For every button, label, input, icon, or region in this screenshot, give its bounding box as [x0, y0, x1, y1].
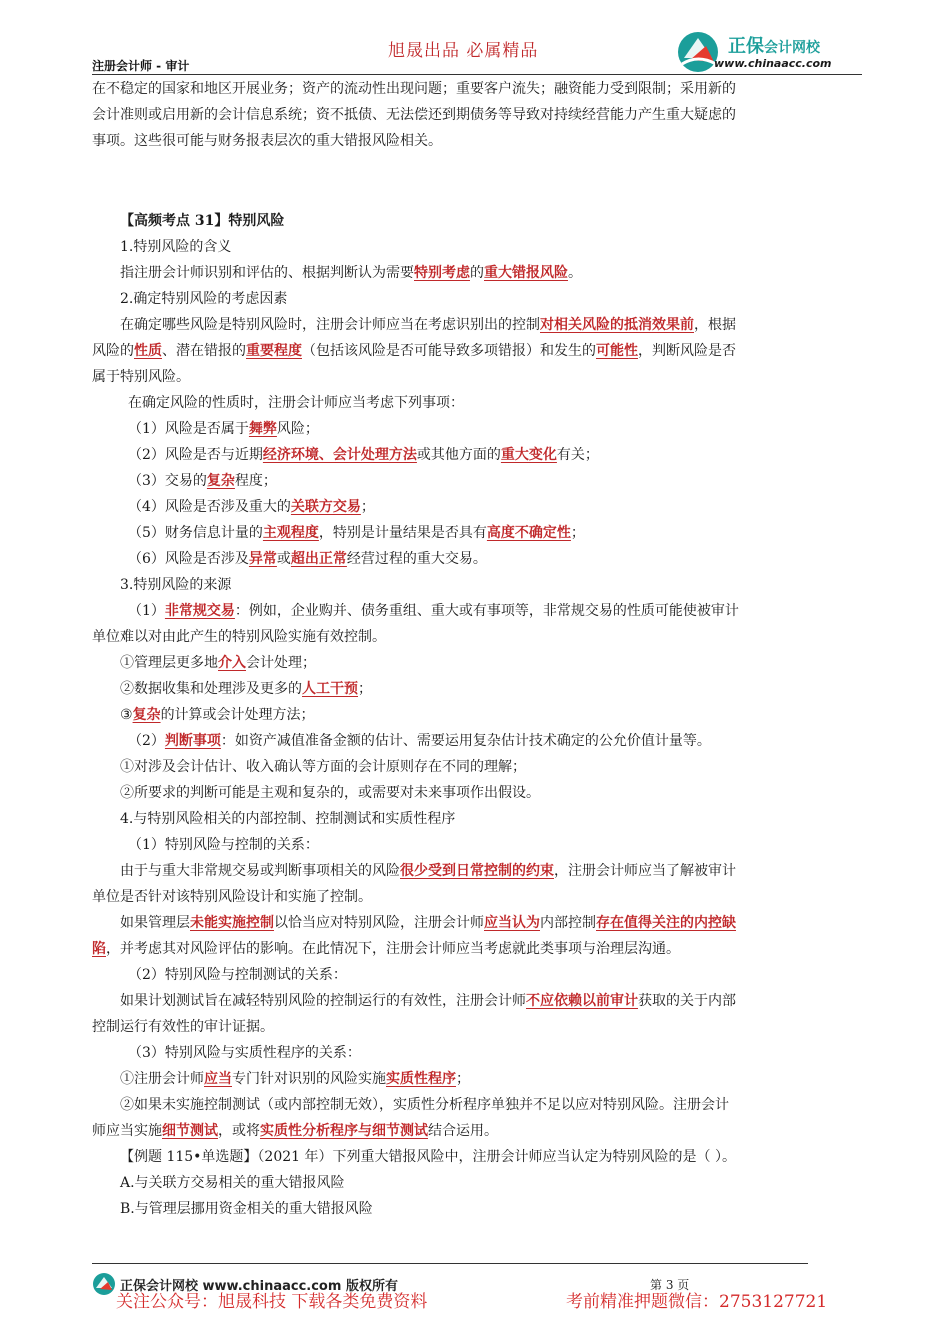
highlight: 可能性 [596, 343, 638, 359]
paragraph-line: 在确定哪些风险是特别风险时，注册会计师应当在考虑识别出的控制对相关风险的抵消效果前，根据 [120, 317, 736, 333]
highlight: 关联方交易 [290, 499, 361, 515]
list-item: ①管理层更多地介入会计处理； [120, 655, 316, 671]
list-item: （1）风险是否属于舞弊风险； [128, 421, 319, 437]
highlight: 特别考虑 [414, 265, 470, 281]
paragraph-line: 如果管理层未能实施控制以恰当应对特别风险，注册会计师应当认为内部控制存在值得关注的内控缺 [120, 915, 736, 931]
highlight: 对相关风险的抵消效果前 [540, 317, 694, 333]
highlight: 未能实施控制 [190, 915, 274, 931]
definition-line: 指注册会计师识别和评估的、根据判断认为需要特别考虑的重大错报风险。 [120, 265, 582, 281]
highlight: 陷 [92, 941, 106, 957]
page-content [92, 76, 862, 1222]
footer-copyright: 正保会计网校 www.chinaacc.com 版权所有 [120, 1279, 398, 1294]
highlight: 舞弊 [248, 421, 277, 437]
highlight: 人工干预 [302, 681, 358, 697]
footer-divider [92, 1263, 808, 1264]
highlight: 异常 [248, 551, 277, 567]
list-item: ②数据收集和处理涉及更多的人工干预； [120, 681, 372, 697]
highlight: 很少受到日常控制的约束 [400, 863, 554, 879]
list-item: （5）财务信息计量的主观程度，特别是计量结果是否具有高度不确定性； [128, 525, 585, 541]
paragraph-line: 单位难以对由此产生的特别风险实施有效控制。 [92, 629, 386, 645]
subsection-heading: （3）特别风险与实质性程序的关系： [128, 1045, 361, 1061]
intro-line: 在不稳定的国家和地区开展业务；资产的流动性出现问题；重要客户流失；融资能力受到限制；采用新的 [92, 81, 736, 97]
paragraph-line: （2）判断事项：如资产减值准备金额的估计、需要运用复杂估计技术确定的公允价值计量等。 [128, 733, 711, 749]
list-item: （3）交易的复杂程度； [128, 473, 277, 489]
logo-brand-main: 正保 [728, 36, 764, 57]
highlight: 超出正常 [290, 551, 347, 567]
list-item: ②所要求的判断可能是主观和复杂的，或需要对未来事项作出假设。 [120, 785, 540, 801]
highlight: 性质 [134, 343, 162, 359]
footer-logo-icon [92, 1272, 116, 1296]
document-title: 注册会计师 - 审计 [92, 59, 190, 73]
list-item: ①注册会计师应当专门针对识别的风险实施实质性程序； [120, 1071, 470, 1087]
page-number: 第 3 页 [650, 1278, 690, 1292]
highlight: 应当认为 [484, 915, 540, 931]
highlight: 细节测试 [162, 1123, 218, 1139]
list-item: （2）风险是否与近期经济环境、会计处理方法或其他方面的重大变化有关； [128, 447, 599, 463]
subsection-heading: （2）特别风险与控制测试的关系： [128, 967, 347, 983]
highlight: 高度不确定性 [486, 525, 571, 541]
paragraph-line: 在确定风险的性质时，注册会计师应当考虑下列事项： [128, 395, 464, 411]
paragraph-line: 控制运行有效性的审计证据。 [92, 1019, 274, 1035]
chinaacc-logo [676, 28, 866, 76]
highlight: 重大变化 [500, 447, 557, 463]
list-item: ②如果未实施控制测试（或内部控制无效），实质性分析程序单独并不足以应对特别风险。注册会计 [120, 1097, 729, 1113]
paragraph-line: 陷，并考虑其对风险评估的影响。在此情况下，注册会计师应当考虑就此类事项与治理层沟通。 [92, 941, 680, 957]
list-item: ①对涉及会计估计、收入确认等方面的会计原则存在不同的理解； [120, 759, 526, 775]
highlight: 应当 [204, 1071, 232, 1087]
paragraph-line: 师应当实施细节测试，或将实质性分析程序与细节测试结合运用。 [92, 1123, 498, 1139]
logo-brand-text [728, 32, 820, 58]
example-option-b: B.与管理层挪用资金相关的重大错报风险 [120, 1201, 373, 1217]
paragraph-line: 风险的性质、潜在错报的重要程度（包括该风险是否可能导致多项错报）和发生的可能性，判断风险是否 [92, 343, 736, 359]
list-item: ③复杂的计算或会计处理方法； [120, 707, 315, 723]
list-item: （6）风险是否涉及异常或超出正常经营过程的重大交易。 [128, 551, 487, 567]
highlight: 实质性程序 [386, 1071, 456, 1087]
highlight: 重大错报风险 [484, 265, 568, 281]
highlight: 实质性分析程序与细节测试 [260, 1123, 428, 1139]
highlight: 非常规交易 [164, 603, 235, 619]
highlight: 存在值得关注的内控缺 [596, 915, 736, 931]
logo-brand-sub: 会计网校 [764, 40, 820, 56]
intro-line: 事项。这些很可能与财务报表层次的重大错报风险相关。 [92, 133, 442, 149]
highlight: 重要程度 [246, 343, 302, 359]
highlight: 不应依赖以前审计 [526, 993, 638, 1009]
example-question: 【例题 115•单选题】（2021 年）下列重大错报风险中，注册会计师应当认定为特别风险的是（ ）。 [120, 1149, 736, 1165]
paragraph-line: 单位是否针对该特别风险设计和实施了控制。 [92, 889, 372, 905]
topic-title: 【高频考点 31】特别风险 [120, 213, 285, 229]
section-heading: 2.确定特别风险的考虑因素 [120, 291, 288, 307]
logo-url: www.chinaacc.com [714, 57, 832, 70]
header-slogan: 旭晟出品 必属精品 [388, 41, 539, 61]
paragraph-line: 属于特别风险。 [92, 369, 190, 385]
paragraph-line: （1）非常规交易：例如，企业购并、债务重组、重大或有事项等，非常规交易的性质可能使被审计 [128, 603, 739, 619]
promo-wechat-account: 关注公众号：旭晟科技 下载各类免费资料 [116, 1292, 428, 1312]
highlight: 复杂 [132, 707, 161, 723]
promo-wechat-contact: 考前精准押题微信：2753127721 [566, 1292, 828, 1312]
section-heading: 4.与特别风险相关的内部控制、控制测试和实质性程序 [120, 811, 456, 827]
highlight: 复杂 [206, 473, 235, 489]
paragraph-line: 如果计划测试旨在减轻特别风险的控制运行的有效性，注册会计师不应依赖以前审计获取的关于内部 [120, 993, 736, 1009]
subsection-heading: （1）特别风险与控制的关系： [128, 837, 319, 853]
section-heading: 1.特别风险的含义 [120, 239, 232, 255]
highlight: 经济环境、会计处理方法 [262, 447, 417, 463]
section-heading: 3.特别风险的来源 [120, 577, 232, 593]
example-option-a: A.与关联方交易相关的重大错报风险 [120, 1175, 345, 1191]
highlight: 主观程度 [262, 525, 319, 541]
highlight: 判断事项 [164, 733, 221, 749]
list-item: （4）风险是否涉及重大的关联方交易； [128, 499, 375, 515]
highlight: 介入 [218, 655, 246, 671]
intro-line: 会计准则或启用新的会计信息系统；资不抵债、无法偿还到期债务等导致对持续经营能力产生重大疑虑的 [92, 107, 736, 123]
paragraph-line: 由于与重大非常规交易或判断事项相关的风险很少受到日常控制的约束，注册会计师应当了解被审计 [120, 863, 736, 879]
